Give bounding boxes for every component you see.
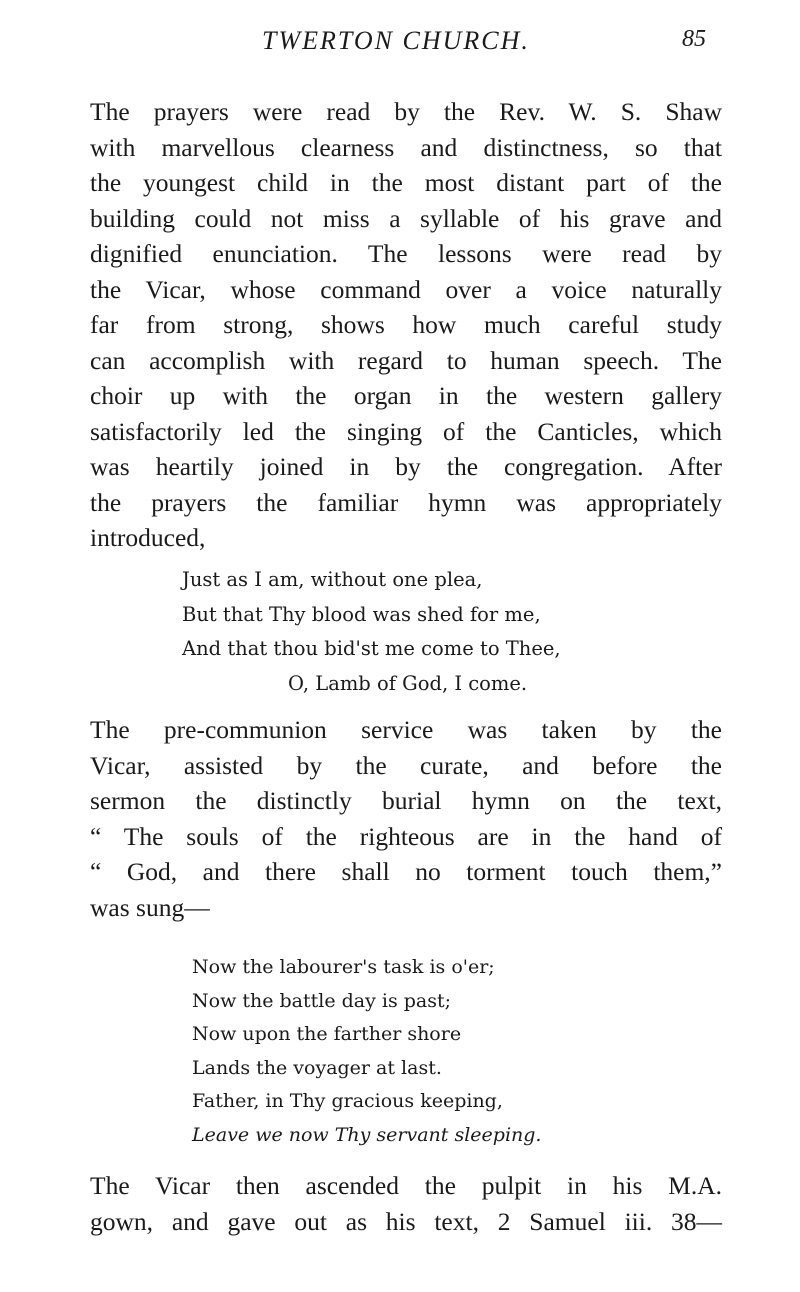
text-line: “ The souls of the righteous are in the hand of	[90, 821, 722, 851]
paragraph-vicar-sermon	[90, 1168, 722, 1239]
text-line: The pre-communion service was taken by the	[90, 715, 722, 744]
verse-line: O, Lamb of God, I come.	[288, 671, 528, 695]
verse-line: Now upon the farther shore	[192, 1023, 462, 1045]
text-line: sermon the distinctly burial hymn on the text,	[90, 786, 722, 815]
text-line: The Vicar then ascended the pulpit in his M.A.	[90, 1171, 722, 1200]
text-line: introduced,	[90, 523, 206, 552]
text-line: the Vicar, whose command over a voice naturally	[90, 274, 722, 304]
verse-line: Lands the voyager at last.	[192, 1056, 442, 1079]
text-line: building could not miss a syllable of his grave and	[90, 203, 722, 233]
text-line: was heartily joined in by the congregation. After	[90, 452, 722, 481]
page-number: 85	[682, 26, 706, 52]
verse-line: Leave we now Thy servant sleeping.	[192, 1123, 542, 1146]
paragraph-prayers	[90, 94, 722, 556]
running-head: TWERTON CHURCH.	[262, 26, 530, 55]
text-line: satisfactorily led the singing of the Canticles, which	[90, 416, 722, 446]
verse-line: But that Thy blood was shed for me,	[182, 602, 541, 626]
text-line: choir up with the organ in the western gallery	[90, 381, 722, 410]
text-line: the prayers the familiar hymn was appropriately	[90, 487, 722, 517]
text-line: with marvellous clearness and distinctness, so that	[90, 132, 722, 162]
text-line: was sung—	[90, 892, 210, 922]
verse-line: Now the labourer's task is o'er;	[192, 956, 495, 978]
text-line: The prayers were read by the Rev. W. S. Shaw	[90, 97, 722, 126]
hymn-just-as-i-am	[182, 563, 561, 701]
paragraph-pre-communion	[90, 712, 722, 925]
verse-line: Now the battle day is past;	[192, 989, 452, 1012]
text-line: can accomplish with regard to human speech. The	[90, 345, 722, 375]
verse-line: And that thou bid'st me come to Thee,	[182, 637, 561, 660]
text-line: Vicar, assisted by the curate, and before the	[90, 750, 722, 780]
text-line: far from strong, shows how much careful study	[90, 310, 722, 339]
verse-line: Father, in Thy gracious keeping,	[192, 1090, 503, 1112]
verse-line: Just as I am, without one plea,	[182, 568, 483, 591]
text-line: dignified enunciation. The lessons were read by	[90, 239, 722, 268]
hymn-labourers-task	[192, 951, 541, 1152]
text-line: “ God, and there shall no torment touch them,”	[90, 857, 722, 886]
text-line: gown, and gave out as his text, 2 Samuel iii. 38—	[90, 1206, 722, 1236]
text-line: the youngest child in the most distant part of the	[90, 168, 722, 197]
